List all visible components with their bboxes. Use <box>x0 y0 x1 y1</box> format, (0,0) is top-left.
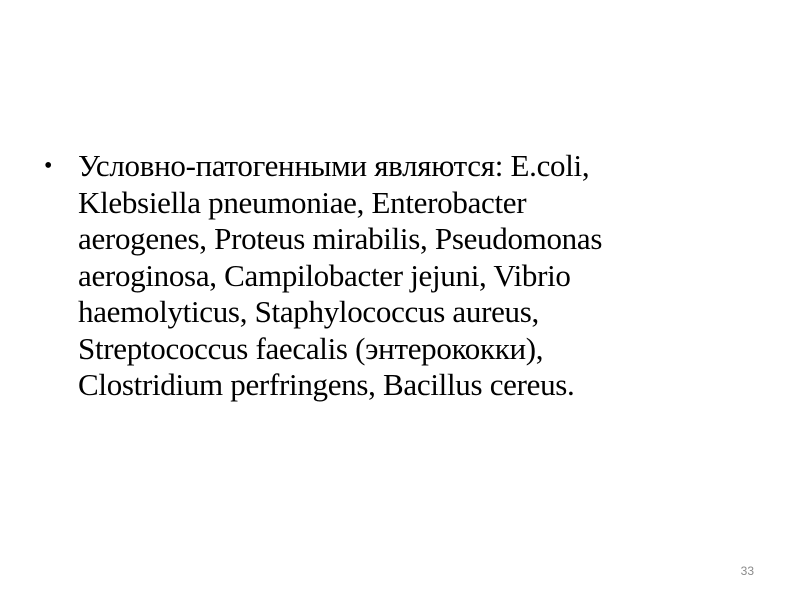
page-number: 33 <box>740 564 754 578</box>
bullet-item <box>44 148 744 404</box>
bullet-text: Условно-патогенными являются: E.coli, Klebsiella pneumoniae, Enterobacter aerogenes, Proteus mirabilis, Pseudomonas aeroginosa, Campilobacter jejuni, Vibrio haemolyticus, Staphylococcus aureus, Streptococcus faecalis (энтерококки), Clostridium perfringens, Bacillus cereus. <box>78 148 603 402</box>
bullet-dot-icon: • <box>44 153 53 179</box>
bullet-list <box>44 148 744 404</box>
